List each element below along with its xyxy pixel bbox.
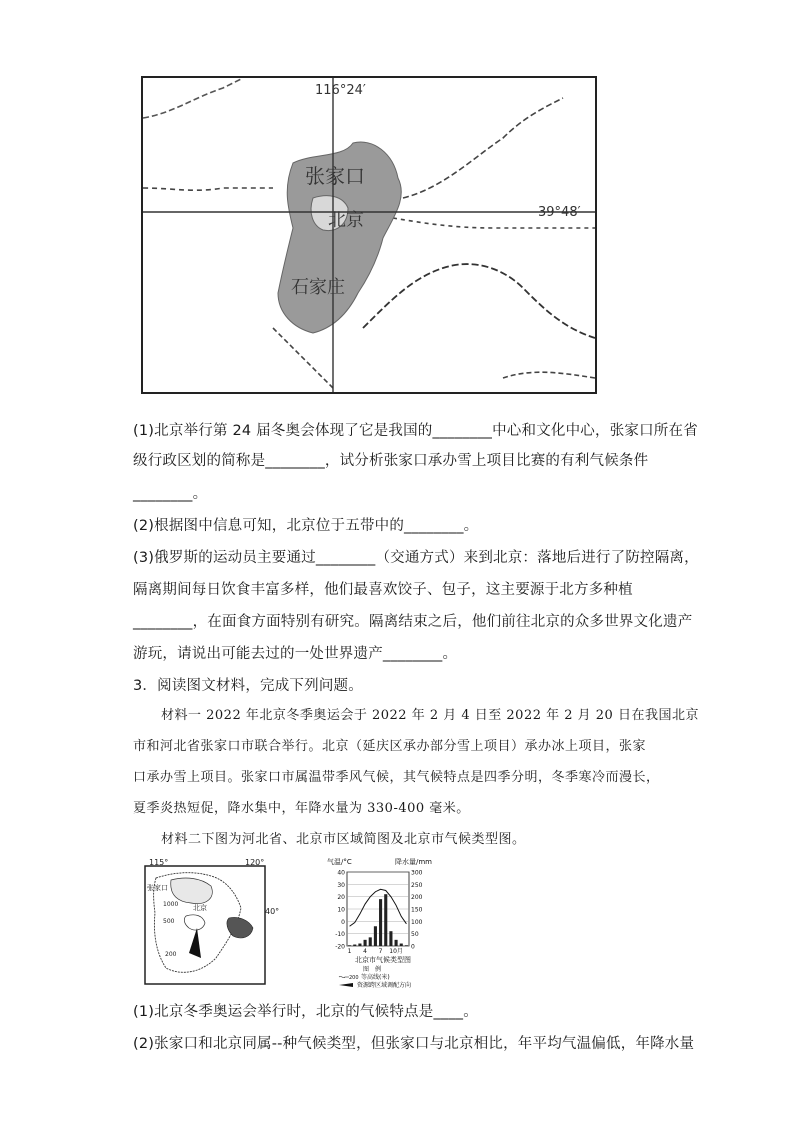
legend-contour-value: 200 <box>349 975 359 981</box>
material-line: 材料二下图为河北省、北京市区域简图及北京市气候类型图。 <box>161 832 526 847</box>
question-line: (2)张家口和北京同属--种气候类型，但张家口与北京相比，年平均气温偏低，年降水量 <box>133 1036 695 1052</box>
right-axis-title: 降水量/mm <box>395 858 432 866</box>
question-line: 隔离期间每日饮食丰富多样，他们最喜欢饺子、包子，这主要源于北方多种植 <box>133 582 633 598</box>
precipitation-bar <box>348 945 351 946</box>
legend-title: 图 例 <box>363 966 382 973</box>
city-label-shijiazhuang: 石家庄 <box>291 277 345 298</box>
boundary-line <box>143 188 273 190</box>
material-line: 口承办雪上项目。张家口市属温带季风气候，其气候特点是四季分明，冬季寒冷而漫长， <box>133 770 660 785</box>
precipitation-bar <box>374 926 377 946</box>
precipitation-bar <box>384 894 387 946</box>
top-map <box>141 76 597 394</box>
precipitation-bar <box>400 944 403 946</box>
left-tick-label: 20 <box>337 894 345 902</box>
lat-label-40: 40° <box>265 907 280 916</box>
question-line: (1)北京举行第 24 届冬奥会体现了它是我国的________中心和文化中心，张家口所在省 <box>133 423 698 439</box>
legend-arrow: 资源跨区域调配方向 <box>357 982 412 989</box>
x-tick-label: 10月 <box>389 948 403 955</box>
boundary-line <box>503 372 595 378</box>
boundary-line <box>273 328 333 388</box>
contour-label: 500 <box>163 918 175 925</box>
temperature-line <box>350 889 407 926</box>
precipitation-bar <box>369 937 372 946</box>
contour-label: 200 <box>165 951 177 958</box>
climate-chart-svg <box>325 856 437 988</box>
arrow-legend-symbol <box>339 983 353 987</box>
right-tick-label: 250 <box>411 881 423 889</box>
boundary-line <box>403 98 563 198</box>
question-line: (3)俄罗斯的运动员主要通过________（交通方式）来到北京：落地后进行了防控隔离， <box>133 550 699 566</box>
small-map-bj: 北京 <box>193 904 207 912</box>
left-axis-title: 气温/°C <box>327 858 352 866</box>
x-tick-label: 1 <box>347 948 352 955</box>
x-tick-label: 7 <box>378 948 383 955</box>
legend-contour: 等高线(米) <box>361 974 390 981</box>
precipitation-bar <box>395 940 398 946</box>
precipitation-bar <box>379 899 382 946</box>
right-tick-label: 50 <box>411 931 419 939</box>
climate-chart <box>325 856 437 988</box>
precipitation-bar <box>389 931 392 946</box>
right-tick-label: 100 <box>411 918 423 926</box>
right-tick-label: 150 <box>411 906 423 914</box>
contour-legend-symbol <box>339 976 349 977</box>
left-tick-label: 40 <box>337 869 345 877</box>
small-map-svg <box>141 858 280 988</box>
right-tick-label: 0 <box>411 943 415 951</box>
chart-caption: 北京市气候类型图 <box>355 956 411 964</box>
right-tick-label: 200 <box>411 894 423 902</box>
material-line: 夏季炎热短促，降水集中，年降水量为 330-400 毫米。 <box>133 801 470 816</box>
x-tick-label: 4 <box>363 948 367 955</box>
precipitation-bar <box>353 945 356 946</box>
contour-label: 1000 <box>163 901 179 908</box>
question-heading: 3．阅读图文材料，完成下列问题。 <box>133 678 363 694</box>
precipitation-bar <box>364 940 367 946</box>
left-tick-label: 10 <box>337 906 345 914</box>
question-line: 游玩，请说出可能去过的一处世界遗产________。 <box>133 646 458 662</box>
top-map-svg <box>143 78 595 392</box>
right-tick-label: 300 <box>411 869 423 877</box>
left-tick-label: 30 <box>337 881 345 889</box>
precipitation-bar <box>405 945 408 946</box>
question-line: ________，在面食方面特别有研究。隔离结束之后，他们前往北京的众多世界文化遗产 <box>133 614 693 630</box>
small-map-zjk: 张家口 <box>147 884 168 892</box>
question-line: 级行政区划的简称是________，试分析张家口承办雪上项目比赛的有利气候条件 <box>133 453 649 469</box>
lat-label: 39°48′ <box>538 205 581 220</box>
question-line: (1)北京冬季奥运会举行时，北京的气候特点是____。 <box>133 1004 478 1020</box>
city-label-beijing: 北京 <box>328 210 364 231</box>
question-line: ________。 <box>133 486 208 502</box>
left-tick-label: -10 <box>335 931 345 939</box>
lon-label: 116°24′ <box>315 83 366 98</box>
lon-label-120: 120° <box>245 858 265 867</box>
coastline <box>363 264 595 338</box>
material-line: 市和河北省张家口市联合举行。北京（延庆区承办部分雪上项目）承办冰上项目，张家 <box>133 739 647 754</box>
small-map <box>141 858 280 988</box>
precipitation-bar <box>358 944 361 946</box>
question-line: (2)根据图中信息可知，北京位于五带中的________。 <box>133 518 479 534</box>
material-line: 材料一 2022 年北京冬季奥运会于 2022 年 2 月 4 日至 2022 年 2 月 20 日在我国北京 <box>161 708 699 723</box>
city-label-zhangjiakou: 张家口 <box>305 164 365 188</box>
boundary-line <box>143 78 243 118</box>
left-tick-label: 0 <box>341 918 345 926</box>
lon-label-115: 115° <box>149 858 169 867</box>
left-tick-label: -20 <box>335 943 345 951</box>
